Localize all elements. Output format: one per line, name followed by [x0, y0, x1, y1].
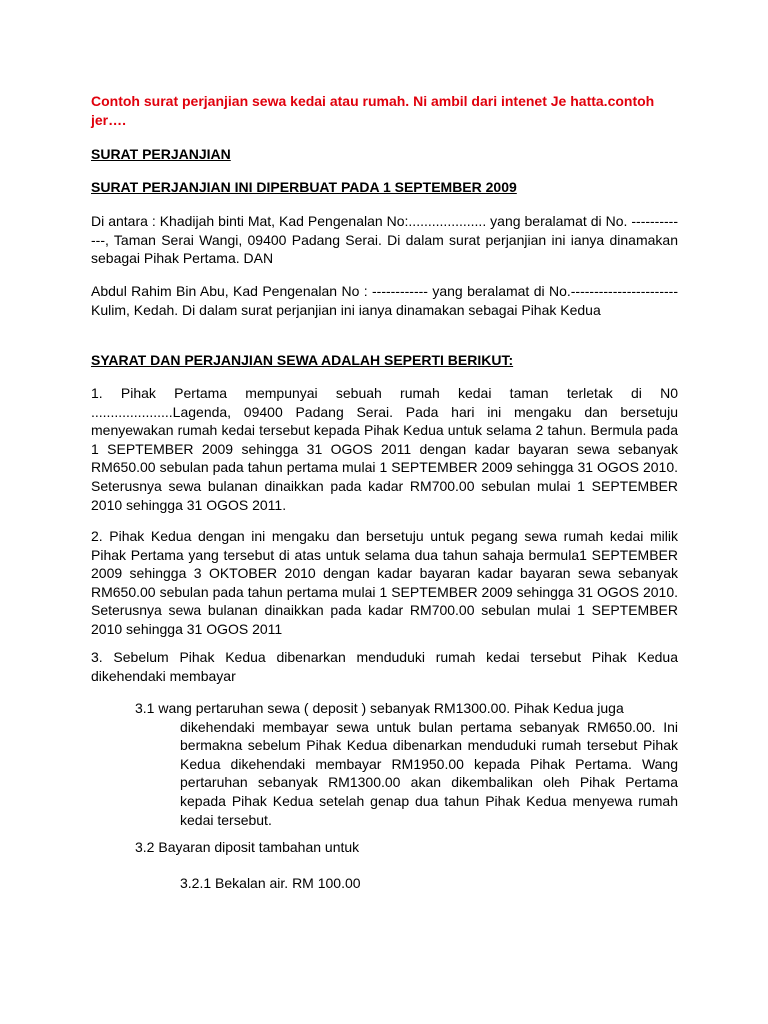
- clause-3-1: [135, 699, 678, 829]
- party-second-paragraph: Abdul Rahim Bin Abu, Kad Pengenalan No : ------------ yang beralamat di No.----------------------- Kulim, Kedah. Di dalam surat perjanjian ini ianya dinamakan sebagai Pihak Kedua: [91, 283, 678, 318]
- clause-3-1-first-line: 3.1 wang pertaruhan sewa ( deposit ) sebanyak RM1300.00. Pihak Kedua juga: [135, 700, 624, 716]
- clause-3: 3. Sebelum Pihak Kedua dibenarkan menduduki rumah kedai tersebut Pihak Kedua dikehendaki membayar: [91, 649, 678, 684]
- document-subheading: SURAT PERJANJIAN INI DIPERBUAT PADA 1 SEPTEMBER 2009: [91, 179, 517, 195]
- party-first-paragraph: Di antara : Khadijah binti Mat, Kad Pengenalan No:.................... yang beralamat di No. -------------, Taman Serai Wangi, 09400 Padang Serai. Di dalam surat perjanjian ini ianya dinamakan sebagai Pihak Pertama. DAN: [91, 213, 678, 267]
- clause-3-1-continuation: dikehendaki membayar sewa untuk bulan pertama sebanyak RM650.00. Ini bermakna sebelum Pihak Kedua dibenarkan menduduki rumah tersebut Pihak Kedua dikehendaki membayar RM1950.00 kepada Pihak Pertama. Wang pertaruhan sebanyak RM1300.00 akan dikembalikan oleh Pihak Pertama kepada Pihak Kedua setelah genap dua tahun Pihak Kedua menyewa rumah kedai tersebut.: [180, 718, 678, 828]
- document-heading: SURAT PERJANJIAN: [91, 146, 231, 162]
- clause-2: 2. Pihak Kedua dengan ini mengaku dan bersetuju untuk pegang sewa rumah kedai milik Pihak Pertama yang tersebut di atas untuk selama dua tahun sahaja bermula1 SEPTEMBER 2009 sehingga 3 OKTOBER 2010 dengan kadar bayaran kadar bayaran sewa sebanyak RM650.00 sebulan pada tahun pertama mulai 1 SEPTEMBER 2009 sehingga 31 OGOS 2010. Seterusnya sewa bulanan dinaikkan pada kadar RM700.00 sebulan mulai 1 SEPTEMBER 2010 sehingga 31 OGOS 2011: [91, 528, 678, 637]
- intro-note: Contoh surat perjanjian sewa kedai atau rumah. Ni ambil dari intenet Je hatta.contoh jer….: [91, 93, 655, 128]
- clause-1: 1. Pihak Pertama mempunyai sebuah rumah kedai taman terletak di N0 .....................Lagenda, 09400 Padang Serai. Pada hari ini mengaku dan bersetuju menyewakan rumah kedai tersebut kepada Pihak Kedua untuk selama 2 tahun. Bermula pada 1 SEPTEMBER 2009 sehingga 31 OGOS 2011 dengan kadar bayaran sewa sebanyak RM650.00 sebulan pada tahun pertama mulai 1 SEPTEMBER 2009 sehingga 31 OGOS 2010. Seterusnya sewa bulanan dinaikkan pada kadar RM700.00 sebulan mulai 1 SEPTEMBER 2010 sehingga 31 OGOS 2011.: [91, 385, 678, 513]
- clause-3-2-1: 3.2.1 Bekalan air. RM 100.00: [180, 875, 361, 891]
- clause-3-2: 3.2 Bayaran diposit tambahan untuk: [135, 839, 360, 855]
- terms-heading: SYARAT DAN PERJANJIAN SEWA ADALAH SEPERTI BERIKUT:: [91, 352, 514, 368]
